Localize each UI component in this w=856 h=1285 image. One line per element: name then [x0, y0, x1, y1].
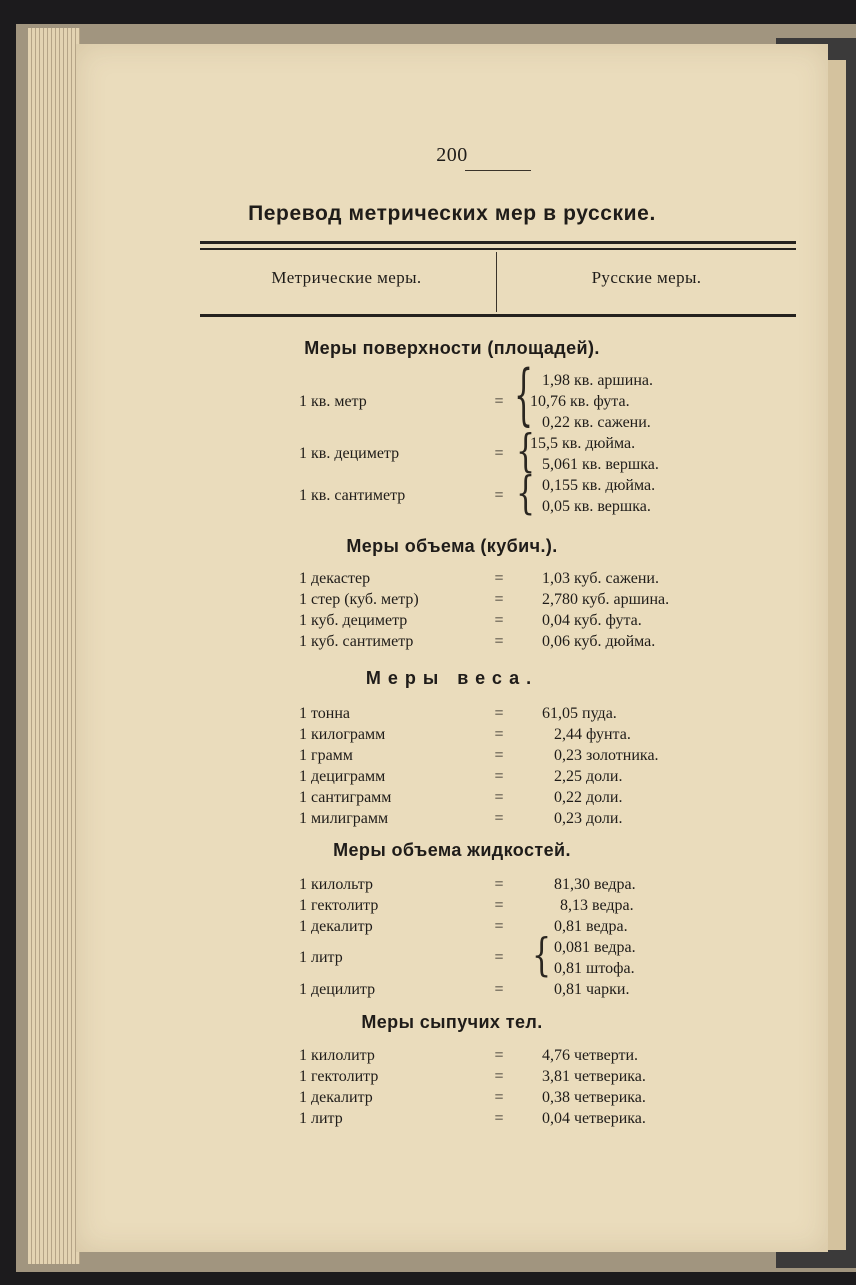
table-row [76, 703, 828, 724]
russian-value: 61,05 пуда. [542, 705, 617, 722]
metric-unit: 1 кв. метр [299, 393, 367, 410]
table-row [76, 916, 828, 937]
equals-sign: = [494, 876, 504, 893]
russian-value: 8,13 ведра. [560, 897, 634, 914]
metric-unit: 1 гектолитр [299, 897, 379, 914]
metric-unit: 1 килограмм [299, 726, 386, 743]
russian-value: 1,03 куб. сажени. [542, 570, 659, 587]
table-row [76, 937, 828, 958]
equals-sign: = [494, 591, 504, 608]
equals-sign: = [494, 981, 504, 998]
equals-sign: = [494, 570, 504, 587]
table-row [76, 766, 828, 787]
curly-brace-icon: { [516, 467, 536, 520]
page-edges [28, 28, 80, 1264]
metric-unit: 1 гектолитр [299, 1068, 379, 1085]
table-row [76, 631, 828, 652]
russian-value: 0,23 доли. [554, 810, 623, 827]
section-title-volume: Меры объема (кубич.). [346, 536, 558, 556]
metric-unit: 1 кв. дециметр [299, 445, 400, 462]
russian-value: 2,780 куб. аршина. [542, 591, 670, 608]
table-top-rule-thin [200, 248, 796, 250]
metric-unit: 1 кв. сантиметр [299, 487, 406, 504]
table-row [76, 496, 828, 517]
table-row [76, 370, 828, 391]
equals-sign: = [494, 897, 504, 914]
page-number: 200 [436, 144, 468, 166]
table-row [76, 589, 828, 610]
table-header-rule [200, 314, 796, 317]
equals-sign: = [494, 1068, 504, 1085]
section-title-weight: Меры веса. [365, 668, 539, 688]
metric-unit: 1 тонна [299, 705, 351, 722]
russian-value: 10,76 кв. фута. [530, 393, 630, 410]
russian-value: 0,38 четверика. [542, 1089, 646, 1106]
curly-brace-icon: { [532, 929, 552, 982]
equals-sign: = [494, 612, 504, 629]
metric-unit: 1 декастер [299, 570, 371, 587]
metric-unit: 1 литр [299, 1110, 343, 1127]
russian-value: 0,22 доли. [554, 789, 623, 806]
table-row [76, 874, 828, 895]
equals-sign: = [494, 789, 504, 806]
page-number-underline [465, 170, 531, 171]
table-row [76, 787, 828, 808]
table-row [76, 454, 828, 475]
equals-sign: = [494, 705, 504, 722]
equals-sign: = [494, 487, 504, 504]
metric-unit: 1 декалитр [299, 1089, 373, 1106]
page-title: Перевод метрических мер в русские. [248, 202, 656, 225]
table-row [76, 1087, 828, 1108]
russian-value: 0,23 золотника. [554, 747, 659, 764]
table-row [76, 1108, 828, 1129]
section-title-surface: Меры поверхности (площадей). [304, 338, 600, 358]
russian-value: 0,155 кв. дюйма. [542, 477, 656, 494]
table-row [76, 610, 828, 631]
metric-unit: 1 килольтр [299, 876, 373, 893]
equals-sign: = [494, 1047, 504, 1064]
russian-value: 1,98 кв. аршина. [542, 372, 653, 389]
metric-unit: 1 куб. сантиметр [299, 633, 414, 650]
russian-value: 0,06 куб. дюйма. [542, 633, 656, 650]
russian-value: 0,04 куб. фута. [542, 612, 642, 629]
metric-unit: 1 милиграмм [299, 810, 389, 827]
table-top-rule [200, 241, 796, 244]
equals-sign: = [494, 747, 504, 764]
metric-unit: 1 сантиграмм [299, 789, 392, 806]
equals-sign: = [494, 393, 504, 410]
metric-unit: 1 декалитр [299, 918, 373, 935]
russian-value: 2,25 доли. [554, 768, 623, 785]
table-row [76, 1066, 828, 1087]
equals-sign: = [494, 949, 504, 966]
table-row [76, 808, 828, 829]
section-title-liquids: Меры объема жидкостей. [333, 840, 571, 860]
metric-unit: 1 дециграмм [299, 768, 386, 785]
russian-value: 2,44 фунта. [554, 726, 631, 743]
equals-sign: = [494, 445, 504, 462]
equals-sign: = [494, 1089, 504, 1106]
curly-brace-icon: { [516, 425, 536, 478]
table-row [76, 895, 828, 916]
equals-sign: = [494, 633, 504, 650]
equals-sign: = [494, 918, 504, 935]
russian-value: 0,81 чарки. [554, 981, 630, 998]
table-row [76, 724, 828, 745]
metric-unit: 1 литр [299, 949, 343, 966]
metric-unit: 1 куб. дециметр [299, 612, 408, 629]
russian-value: 0,22 кв. сажени. [542, 414, 651, 431]
russian-value: 15,5 кв. дюйма. [530, 435, 636, 452]
metric-unit: 1 грамм [299, 747, 353, 764]
russian-value: 0,81 штофа. [554, 960, 635, 977]
table-row [76, 979, 828, 1000]
curly-brace-icon: { [514, 357, 534, 435]
table-row [76, 1045, 828, 1066]
equals-sign: = [494, 810, 504, 827]
russian-value: 0,81 ведра. [554, 918, 628, 935]
next-page-edge [826, 60, 846, 1250]
column-header-russian: Русские меры. [591, 268, 702, 287]
table-row [76, 568, 828, 589]
russian-value: 0,05 кв. вершка. [542, 498, 651, 515]
table-row [76, 745, 828, 766]
equals-sign: = [494, 726, 504, 743]
russian-value: 81,30 ведра. [554, 876, 636, 893]
russian-value: 3,81 четверика. [542, 1068, 646, 1085]
section-title-dry-goods: Меры сыпучих тел. [361, 1012, 543, 1032]
equals-sign: = [494, 768, 504, 785]
russian-value: 0,081 ведра. [554, 939, 636, 956]
table-row [76, 958, 828, 979]
table-row [76, 391, 828, 412]
russian-value: 5,061 кв. вершка. [542, 456, 659, 473]
equals-sign: = [494, 1110, 504, 1127]
column-header-metric: Метрические меры. [271, 268, 422, 287]
table-row [76, 475, 828, 496]
table-row [76, 412, 828, 433]
metric-unit: 1 децилитр [299, 981, 376, 998]
table-row [76, 433, 828, 454]
russian-value: 4,76 четверти. [542, 1047, 639, 1064]
russian-value: 0,04 четверика. [542, 1110, 646, 1127]
metric-unit: 1 стер (куб. метр) [299, 591, 419, 608]
book-page [76, 44, 828, 1252]
column-divider [496, 252, 497, 312]
metric-unit: 1 килолитр [299, 1047, 375, 1064]
